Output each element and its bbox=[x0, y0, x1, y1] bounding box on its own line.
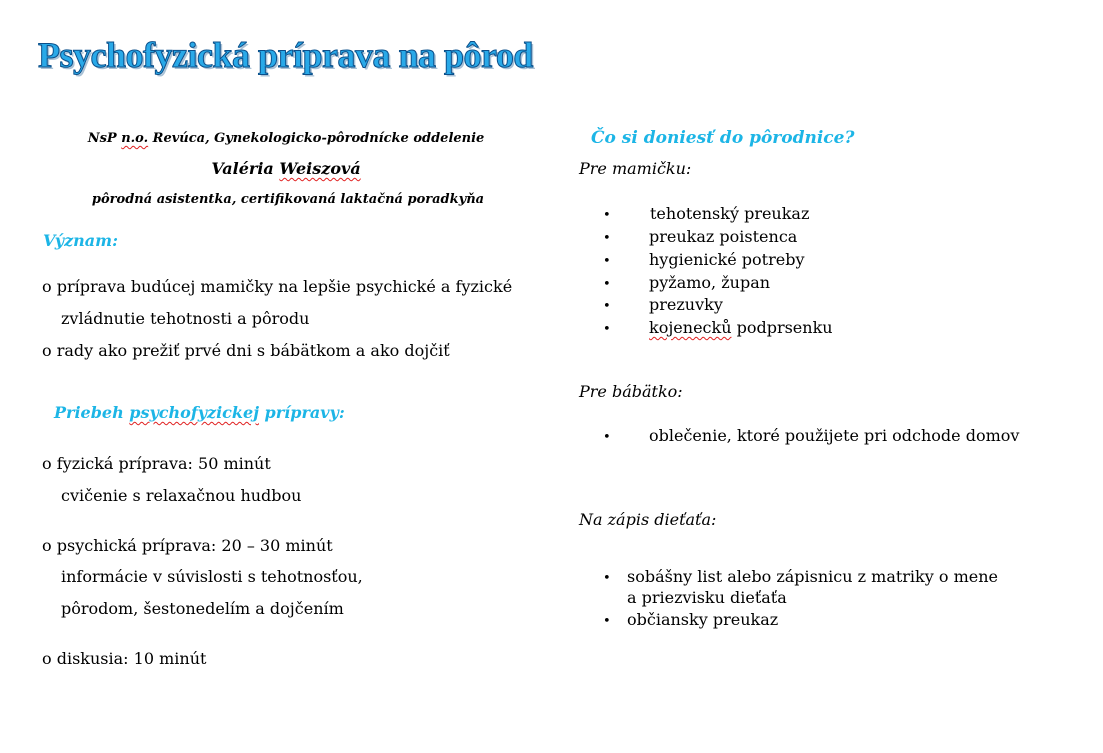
vyznam-item-2-text: rady ako prežiť prvé dni s bábätkom a ako dojčiť bbox=[56, 341, 450, 360]
bullet-icon: • bbox=[603, 299, 611, 314]
priebeh-item-2-cont-2: pôrodom, šestonedelím a dojčením bbox=[61, 599, 344, 618]
vyznam-heading: Význam: bbox=[43, 231, 118, 250]
babatko-label: Pre bábätko: bbox=[579, 382, 683, 401]
list-item-rest: podprsenku bbox=[731, 318, 833, 337]
priebeh-item-3 bbox=[42, 649, 206, 668]
circle-bullet-icon: o bbox=[42, 341, 52, 360]
bullet-icon: • bbox=[603, 614, 611, 629]
list-item bbox=[603, 250, 805, 269]
bullet-icon: • bbox=[603, 571, 611, 586]
list-item-text: prezuvky bbox=[649, 295, 723, 314]
page-title: Psychofyzická príprava na pôrod bbox=[38, 35, 533, 75]
donies-heading: Čo si doniesť do pôrodnice? bbox=[591, 128, 855, 148]
priebeh-heading-prefix: Priebeh bbox=[54, 403, 130, 422]
list-item bbox=[603, 273, 771, 292]
list-item bbox=[603, 610, 1083, 629]
vyznam-item-1 bbox=[42, 277, 512, 296]
list-item-text bbox=[649, 318, 833, 337]
circle-bullet-icon: o bbox=[42, 277, 52, 296]
priebeh-item-1 bbox=[42, 454, 271, 473]
list-item-text: občiansky preukaz bbox=[627, 610, 779, 629]
list-item-word: kojenecků bbox=[649, 318, 732, 337]
list-item-cont: a priezvisku dieťaťa bbox=[627, 588, 787, 607]
bullet-icon: • bbox=[603, 430, 611, 445]
list-item bbox=[603, 567, 1083, 586]
list-item-text: sobášny list alebo zápisnicu z matriky o mene bbox=[627, 567, 998, 586]
zapis-label: Na zápis dieťaťa: bbox=[579, 510, 717, 529]
author-last-name: Weiszová bbox=[279, 159, 361, 178]
circle-bullet-icon: o bbox=[42, 649, 52, 668]
bullet-icon: • bbox=[603, 322, 611, 337]
list-item-text: oblečenie, ktoré použijete pri odchode domov bbox=[649, 426, 1020, 445]
priebeh-item-1-cont: cvičenie s relaxačnou hudbou bbox=[61, 486, 302, 505]
author-first-name: Valéria bbox=[211, 159, 280, 178]
vyznam-item-1-cont: zvládnutie tehotnosti a pôrodu bbox=[61, 309, 310, 328]
institution-abbrev: n.o. bbox=[121, 131, 149, 146]
author-role: pôrodná asistentka, certifikovaná laktačná poradkyňa bbox=[91, 192, 485, 207]
list-item bbox=[603, 295, 723, 314]
priebeh-item-2-text: psychická príprava: 20 – 30 minút bbox=[56, 536, 333, 555]
institution-rest: Revúca, Gynekologicko-pôrodnícke oddelenie bbox=[148, 131, 485, 146]
vyznam-item-1-text: príprava budúcej mamičky na lepšie psychické a fyzické bbox=[56, 277, 513, 296]
author-name bbox=[0, 159, 586, 178]
list-item-text: pyžamo, župan bbox=[649, 273, 771, 292]
vyznam-item-2 bbox=[42, 341, 450, 360]
priebeh-heading bbox=[54, 403, 345, 422]
bullet-icon: • bbox=[603, 277, 611, 292]
bullet-icon: • bbox=[603, 254, 611, 269]
priebeh-item-3-text: diskusia: 10 minút bbox=[56, 649, 207, 668]
bullet-icon: • bbox=[603, 231, 611, 246]
circle-bullet-icon: o bbox=[42, 454, 52, 473]
bullet-icon: • bbox=[603, 208, 611, 223]
priebeh-item-2 bbox=[42, 536, 333, 555]
circle-bullet-icon: o bbox=[42, 536, 52, 555]
list-item-text: tehotenský preukaz bbox=[650, 204, 810, 223]
list-item bbox=[603, 204, 810, 223]
list-item bbox=[603, 227, 798, 246]
priebeh-item-1-text: fyzická príprava: 50 minút bbox=[56, 454, 271, 473]
list-item-text: preukaz poistenca bbox=[649, 227, 798, 246]
list-item bbox=[603, 318, 833, 337]
priebeh-item-2-cont-1: informácie v súvislosti s tehotnosťou, bbox=[61, 567, 363, 586]
mamicka-label: Pre mamičku: bbox=[579, 159, 692, 178]
institution-prefix: NsP bbox=[87, 131, 122, 146]
list-item-text: hygienické potreby bbox=[649, 250, 805, 269]
list-item bbox=[603, 426, 1083, 445]
institution-line bbox=[0, 131, 586, 146]
priebeh-heading-suffix: prípravy: bbox=[258, 403, 345, 422]
priebeh-heading-word: psychofyzickej bbox=[129, 403, 259, 422]
